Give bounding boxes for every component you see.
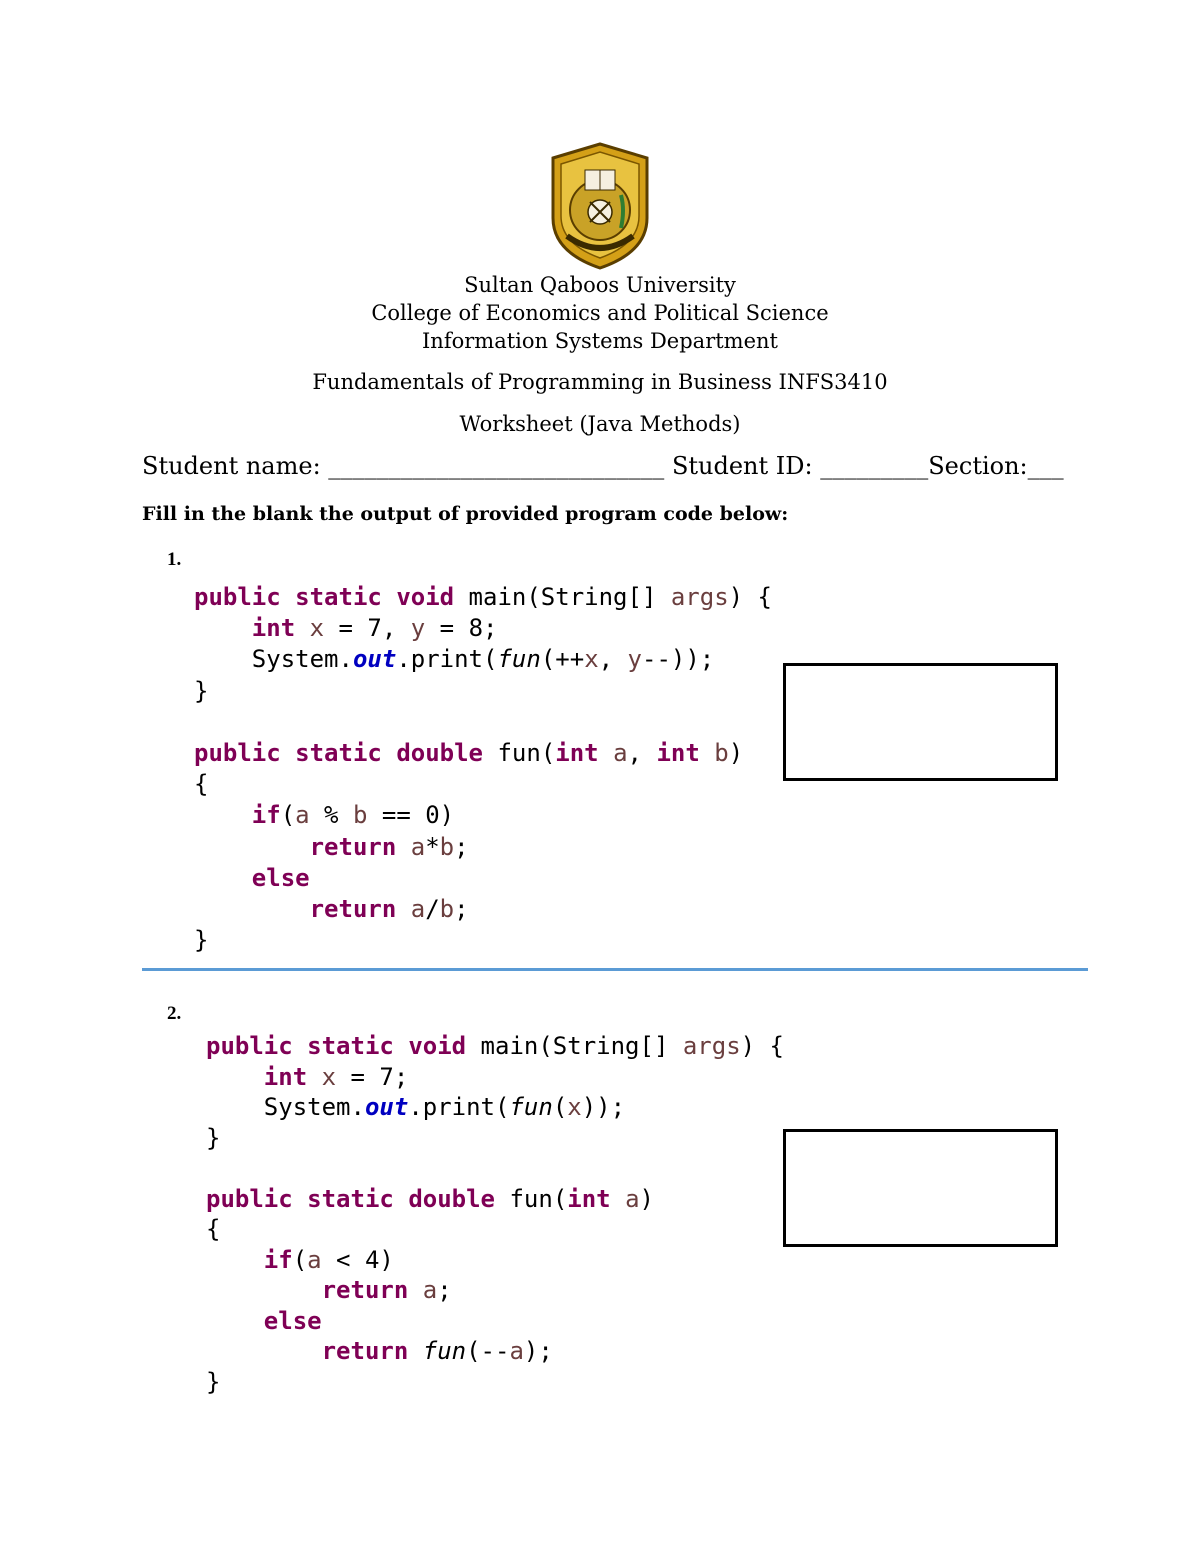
instructions: Fill in the blank the output of provided program code below: xyxy=(142,503,789,525)
section-label: Section: xyxy=(928,452,1028,480)
question-2-code: public static void main(String[] args) { int x = 7; System.out.print(fun(x)); } public static double fun(int a) { if(a < 4) return a; else return fun(--a); } xyxy=(206,1032,785,1396)
question-1-code: public static void main(String[] args) { int x = 7, y = 8; System.out.print(fun(++x, y--)); } public static double fun(int a, int b) { if(a % b == 0) return a*b; else return a/b; } xyxy=(194,583,773,955)
student-id-blank[interactable]: _________ xyxy=(820,452,929,480)
question-2-number: 2. xyxy=(167,1003,182,1024)
college-name: College of Economics and Political Science xyxy=(371,301,829,325)
section-blank[interactable]: ___ xyxy=(1027,452,1064,480)
section-divider xyxy=(142,968,1088,971)
worksheet-title: Worksheet (Java Methods) xyxy=(459,412,741,436)
student-name-blank[interactable]: ____________________________ xyxy=(328,452,665,480)
department-name: Information Systems Department xyxy=(422,329,778,353)
university-name: Sultan Qaboos University xyxy=(464,273,736,297)
course-title: Fundamentals of Programming in Business INFS3410 xyxy=(312,370,888,394)
student-name-label: Student name: xyxy=(142,452,321,480)
student-info-line xyxy=(142,452,1064,480)
question-1-answer-box[interactable] xyxy=(783,663,1058,781)
student-id-label: Student ID: xyxy=(671,452,813,480)
question-2-answer-box[interactable] xyxy=(783,1129,1058,1247)
institution-header xyxy=(0,271,1200,355)
university-seal-logo xyxy=(545,140,655,270)
question-1-number: 1. xyxy=(167,549,182,570)
